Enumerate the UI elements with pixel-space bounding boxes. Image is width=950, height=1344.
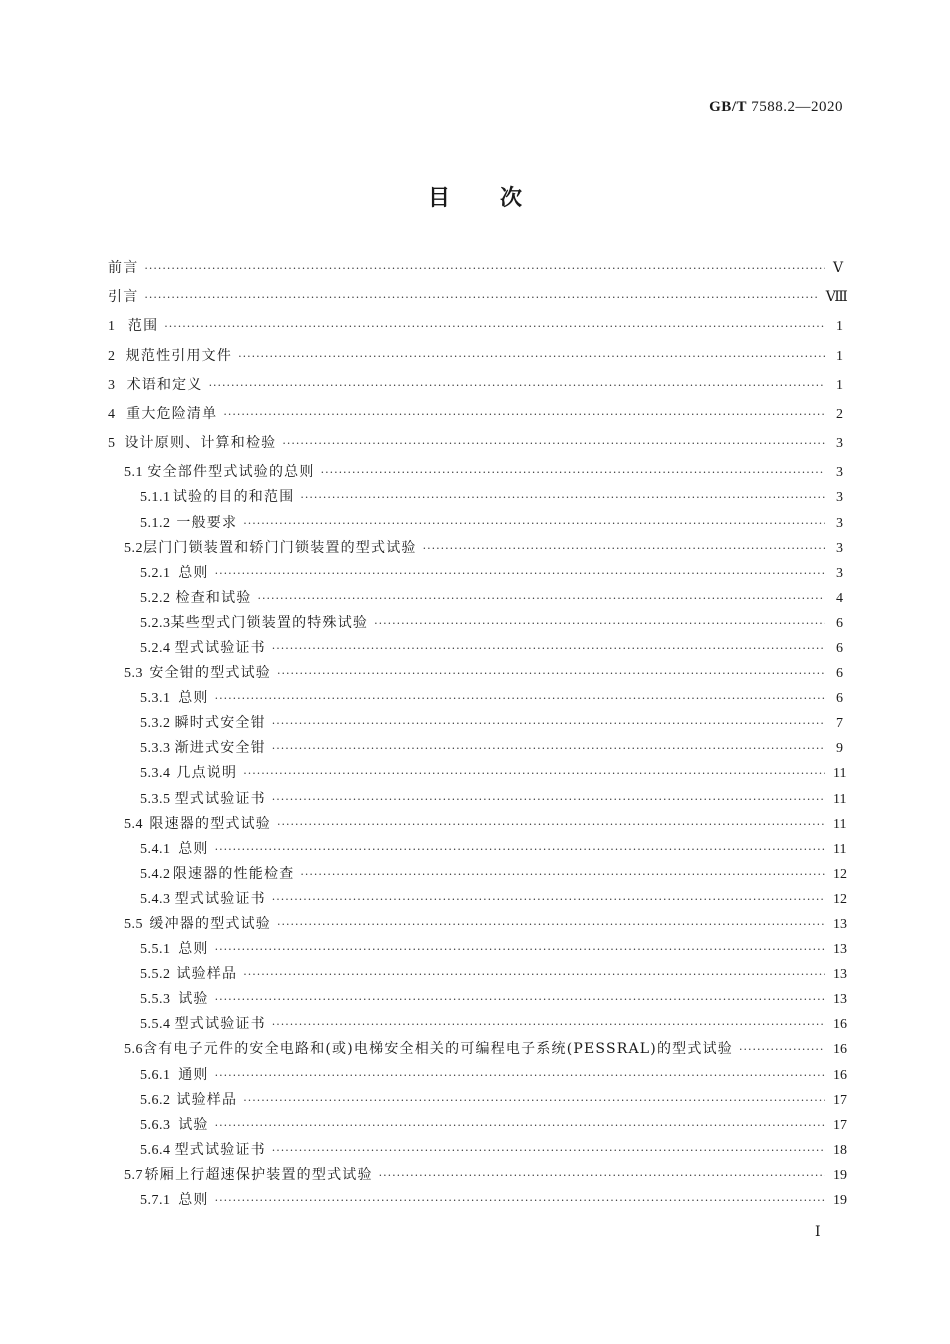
toc-entry[interactable] [108, 404, 843, 433]
toc-entry[interactable] [108, 346, 843, 375]
toc-entry-number: 5.1.2 [140, 515, 171, 531]
toc-entry[interactable] [108, 1140, 847, 1165]
toc-entry-number: 5.6.3 [140, 1117, 171, 1133]
toc-entry-page: 16 [833, 1017, 847, 1033]
toc-entry-page: 3 [836, 436, 843, 452]
toc-entry-title: 总则 [178, 690, 209, 707]
toc-entry[interactable] [108, 663, 843, 688]
toc-entry-title: 试验 [178, 1116, 209, 1133]
toc-entry[interactable] [108, 613, 843, 638]
toc-entry-title: 试验样品 [176, 1091, 238, 1108]
toc-leader-dots [215, 1191, 825, 1211]
toc-entry-title: 一般要求 [176, 514, 238, 531]
toc-entry-number: 3 [108, 377, 116, 393]
toc-entry[interactable] [108, 1190, 847, 1215]
toc-entry-page: 6 [836, 640, 843, 656]
page-number: Ⅰ [815, 1225, 821, 1240]
toc-entry[interactable] [108, 864, 847, 889]
toc-entry-title: 总则 [178, 564, 209, 581]
toc-entry-page: 13 [833, 967, 847, 983]
toc-entry-page: Ⅷ [825, 290, 848, 306]
toc-entry-number: 5.3.3 [140, 741, 171, 757]
toc-entry-page: 13 [833, 942, 847, 958]
toc-entry-number: 5.2 [124, 540, 143, 556]
page-title: 目次 [427, 186, 572, 211]
toc-entry-title: 试验样品 [176, 966, 238, 983]
toc-entry-number: 5.5.1 [140, 942, 171, 958]
toc-leader-dots [243, 764, 825, 784]
toc-entry-number: 5.3 [124, 666, 143, 682]
toc-entry-page: 2 [836, 406, 843, 422]
toc-leader-dots [215, 689, 825, 709]
toc-entry-title: 型式试验证书 [174, 1141, 266, 1158]
toc-entry[interactable] [108, 1115, 847, 1140]
toc-entry-page: 4 [836, 590, 843, 606]
toc-leader-dots [215, 840, 825, 860]
toc-entry[interactable] [108, 433, 843, 462]
standard-code [709, 99, 843, 116]
toc-entry[interactable] [108, 839, 847, 864]
toc-entry-page: 1 [836, 377, 843, 393]
toc-entry-page: 3 [836, 565, 843, 581]
toc-entry[interactable] [108, 588, 843, 613]
toc-entry[interactable] [108, 738, 843, 763]
toc-entry-page: 11 [833, 791, 847, 807]
toc-leader-dots [209, 376, 825, 396]
toc-entry-page: 9 [836, 741, 843, 757]
toc-leader-dots [272, 1141, 825, 1161]
toc-entry-title: 限速器的性能检查 [172, 865, 295, 882]
toc-leader-dots [272, 639, 825, 659]
toc-leader-dots [272, 790, 825, 810]
toc-entry-number: 5.3.1 [140, 691, 171, 707]
toc-entry[interactable] [108, 1090, 847, 1115]
toc-leader-dots [321, 463, 825, 483]
toc-entry[interactable] [108, 1014, 847, 1039]
toc-entry-page: 3 [836, 515, 843, 531]
toc-entry-title: 某些型式门锁装置的特殊试验 [170, 614, 369, 631]
toc-entry-title: 规范性引用文件 [125, 347, 233, 364]
toc-entry-page: 18 [833, 1142, 847, 1158]
toc-entry-number: 1 [108, 319, 116, 335]
toc-leader-dots [277, 815, 825, 835]
toc-entry-page: Ⅴ [833, 261, 844, 276]
toc-entry-title: 瞬时式安全钳 [174, 715, 266, 732]
toc-leader-dots [215, 1066, 825, 1086]
toc-entry-title: 型式试验证书 [174, 890, 266, 907]
toc-leader-dots [144, 288, 817, 308]
toc-entry-page: 1 [836, 319, 843, 335]
toc-entry[interactable] [108, 258, 843, 287]
toc-entry-page: 3 [836, 465, 843, 481]
toc-entry-number: 5.6.4 [140, 1142, 171, 1158]
toc-entry[interactable] [108, 638, 843, 663]
toc-entry-title: 渐进式安全钳 [174, 740, 266, 757]
toc-entry-title: 范围 [127, 318, 159, 335]
toc-entry[interactable] [108, 814, 847, 839]
toc-entry-number: 5.6.2 [140, 1092, 171, 1108]
toc-entry-page: 11 [833, 841, 847, 857]
toc-entry-number: 5.3.5 [140, 791, 171, 807]
toc-entry-number: 5.1.1 [140, 490, 171, 506]
toc-entry[interactable] [108, 789, 847, 814]
toc-leader-dots [379, 1166, 825, 1186]
toc-entry-title: 检查和试验 [175, 589, 252, 606]
toc-entry-title: 前言 [108, 260, 139, 276]
toc-entry-title: 轿厢上行超速保护装置的型式试验 [144, 1166, 373, 1183]
toc-entry-page: 16 [833, 1067, 847, 1083]
toc-entry-page: 19 [833, 1167, 847, 1183]
toc-leader-dots [300, 488, 825, 508]
toc-entry-number: 5.6 [124, 1042, 143, 1058]
toc-entry-number: 4 [108, 406, 116, 422]
toc-entry-title: 几点说明 [176, 765, 238, 782]
toc-entry[interactable] [108, 538, 843, 563]
toc-entry-number: 5.5.3 [140, 992, 171, 1008]
toc-entry-number: 5.2.3 [140, 615, 171, 631]
toc-entry-title: 型式试验证书 [174, 790, 266, 807]
toc-leader-dots [739, 1040, 825, 1060]
toc-entry[interactable] [108, 316, 843, 345]
toc-leader-dots [282, 434, 825, 454]
toc-entry[interactable] [108, 964, 847, 989]
toc-entry-number: 5.3.2 [140, 716, 171, 732]
toc-entry[interactable] [108, 287, 848, 316]
table-of-contents [108, 258, 848, 1215]
toc-entry-number: 5.6.1 [140, 1067, 171, 1083]
toc-entry-title: 型式试验证书 [174, 1016, 266, 1033]
toc-leader-dots [277, 915, 825, 935]
toc-entry-title: 含有电子元件的安全电路和(或)电梯安全相关的可编程电子系统(PESSRAL)的型式试验 [143, 1041, 733, 1058]
toc-entry-page: 11 [833, 816, 847, 832]
toc-entry-title: 通则 [178, 1066, 209, 1083]
toc-entry[interactable] [108, 1039, 847, 1064]
toc-entry-title: 安全钳的型式试验 [149, 665, 271, 682]
toc-entry[interactable] [108, 487, 843, 512]
toc-entry-title: 总则 [178, 840, 209, 857]
toc-leader-dots [272, 714, 825, 734]
toc-entry[interactable] [108, 688, 843, 713]
toc-entry[interactable] [108, 889, 847, 914]
toc-entry[interactable] [108, 1165, 847, 1190]
toc-leader-dots [215, 940, 825, 960]
toc-leader-dots [144, 259, 825, 279]
toc-leader-dots [223, 405, 825, 425]
toc-leader-dots [215, 564, 825, 584]
toc-entry-page: 17 [833, 1117, 847, 1133]
toc-entry[interactable] [108, 513, 843, 538]
toc-entry-title: 总则 [178, 1192, 209, 1209]
toc-leader-dots [238, 347, 825, 367]
toc-entry-title: 层门门锁装置和轿门门锁装置的型式试验 [143, 539, 417, 556]
toc-entry-page: 13 [833, 992, 847, 1008]
toc-entry[interactable] [108, 713, 843, 738]
toc-entry-page: 12 [833, 866, 847, 882]
toc-leader-dots [272, 1015, 825, 1035]
toc-entry-number: 5 [108, 436, 116, 452]
toc-entry-title: 型式试验证书 [174, 639, 266, 656]
toc-entry-page: 1 [836, 348, 843, 364]
toc-entry-number: 5.7 [124, 1167, 143, 1183]
toc-entry[interactable] [108, 1065, 847, 1090]
toc-leader-dots [277, 664, 825, 684]
toc-entry[interactable] [108, 989, 847, 1014]
toc-entry-title: 安全部件型式试验的总则 [147, 464, 315, 481]
toc-entry-page: 19 [833, 1193, 847, 1209]
toc-leader-dots [258, 589, 826, 609]
toc-entry[interactable] [108, 939, 847, 964]
toc-entry-page: 3 [836, 490, 843, 506]
toc-entry-number: 5.4.2 [140, 866, 171, 882]
toc-entry-number: 5.2.2 [140, 590, 171, 606]
toc-leader-dots [300, 865, 825, 885]
toc-entry-title: 引言 [108, 289, 139, 306]
toc-entry-number: 5.2.4 [140, 640, 171, 656]
toc-entry[interactable] [108, 563, 843, 588]
toc-entry-title: 试验的目的和范围 [172, 489, 295, 506]
toc-leader-dots [215, 990, 825, 1010]
toc-entry[interactable] [108, 462, 843, 487]
toc-entry-title: 缓冲器的型式试验 [149, 916, 271, 932]
toc-entry-page: 3 [836, 540, 843, 556]
toc-entry-number: 5.4.3 [140, 891, 171, 907]
toc-entry-page: 16 [833, 1042, 847, 1058]
toc-entry-number: 5.1 [124, 465, 143, 481]
toc-entry-number: 5.2.1 [140, 565, 171, 581]
toc-entry-page: 6 [836, 666, 843, 682]
toc-entry-title: 总则 [178, 941, 209, 958]
standard-prefix: GB/T [709, 99, 747, 115]
toc-leader-dots [374, 614, 825, 634]
standard-number: 7588.2—2020 [751, 99, 843, 115]
toc-leader-dots [215, 1116, 825, 1136]
toc-entry-number: 5.5.2 [140, 967, 171, 983]
toc-entry-page: 7 [836, 716, 843, 732]
toc-entry-page: 17 [833, 1092, 847, 1108]
toc-entry-number: 5.5.4 [140, 1017, 171, 1033]
toc-entry[interactable] [108, 375, 843, 404]
toc-leader-dots [243, 514, 825, 534]
toc-entry-page: 13 [833, 917, 847, 932]
toc-leader-dots [272, 739, 825, 759]
toc-entry[interactable] [108, 763, 847, 788]
toc-entry-title: 设计原则、计算和检验 [124, 435, 277, 452]
toc-leader-dots [243, 965, 825, 985]
toc-entry-page: 6 [836, 615, 843, 631]
toc-entry-number: 5.5 [124, 917, 143, 932]
toc-entry-title: 术语和定义 [126, 376, 203, 393]
toc-entry-page: 6 [836, 691, 843, 707]
toc-leader-dots [423, 539, 825, 559]
toc-leader-dots [243, 1091, 825, 1111]
toc-entry-number: 5.4.1 [140, 841, 171, 857]
toc-entry-number: 5.4 [124, 816, 143, 832]
toc-entry-title: 限速器的型式试验 [149, 815, 271, 832]
toc-entry-number: 5.3.4 [140, 766, 171, 782]
toc-entry-number: 2 [108, 348, 116, 364]
toc-entry[interactable] [108, 914, 847, 939]
toc-entry-title: 试验 [178, 991, 209, 1008]
toc-leader-dots [164, 317, 825, 337]
toc-entry-page: 11 [833, 766, 847, 782]
toc-entry-number: 5.7.1 [140, 1193, 171, 1209]
toc-entry-page: 12 [833, 891, 847, 907]
toc-entry-title: 重大危险清单 [126, 405, 218, 422]
toc-leader-dots [272, 890, 825, 910]
